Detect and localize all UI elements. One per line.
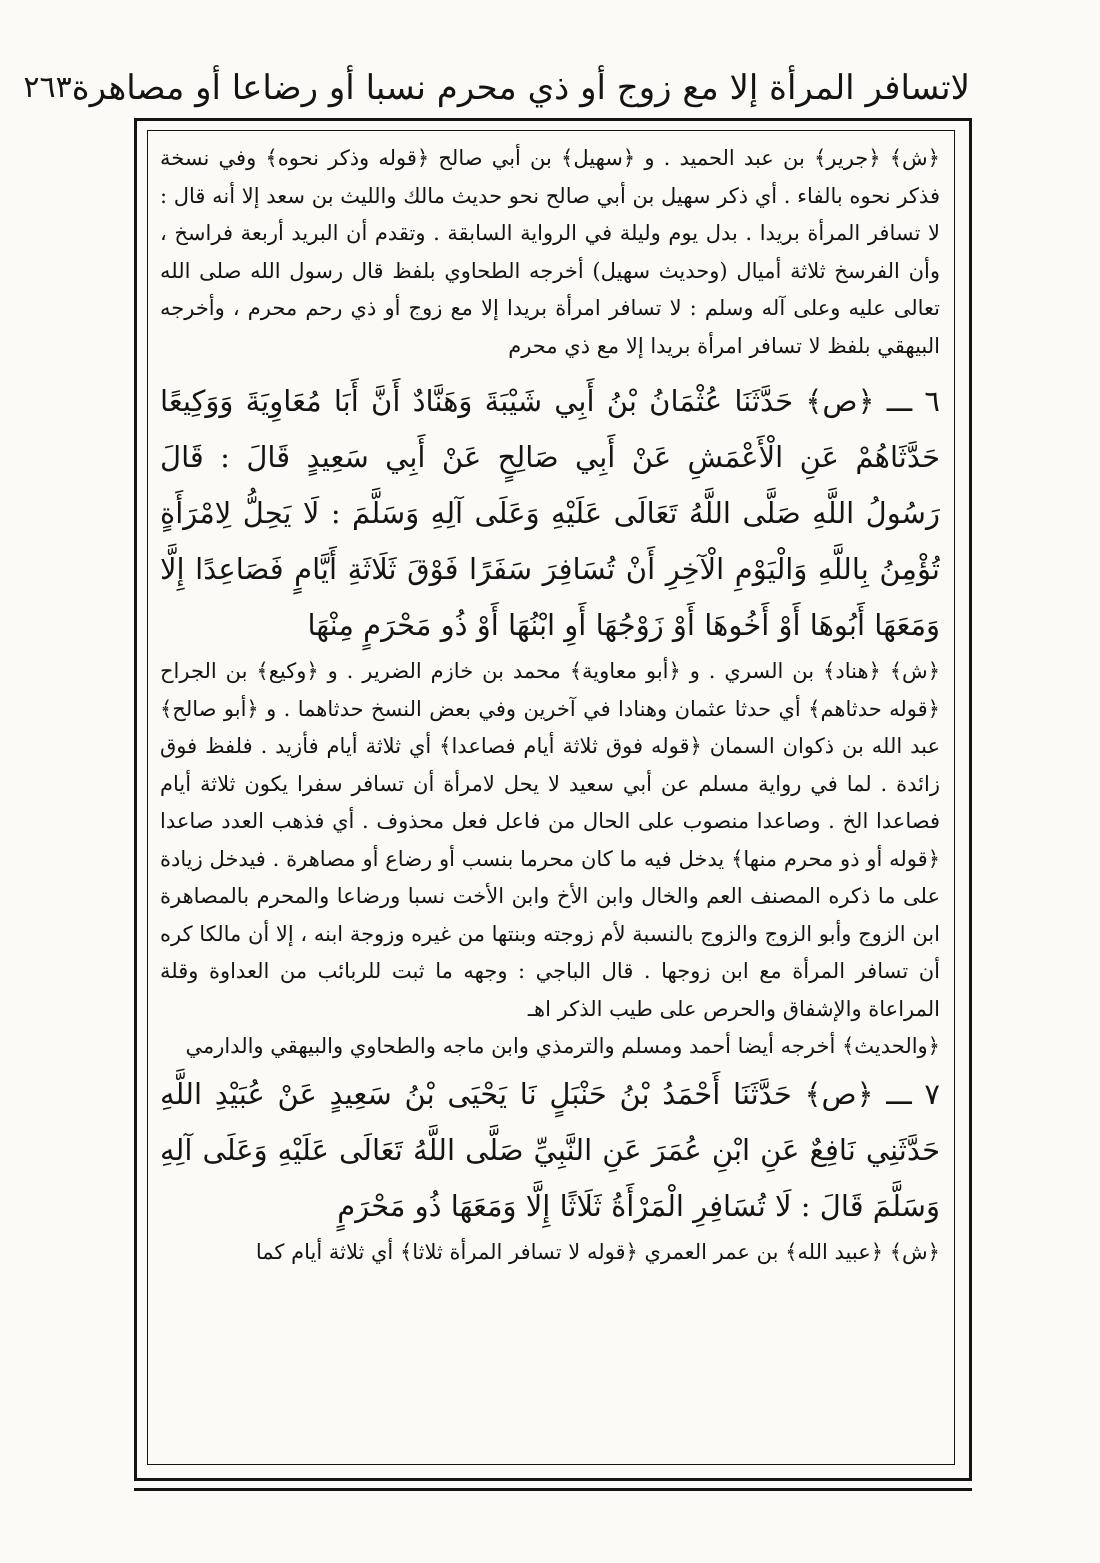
page-header bbox=[23, 60, 970, 116]
page-body bbox=[160, 140, 940, 1460]
page-number: ٢٦٣ bbox=[23, 70, 72, 105]
bottom-rule bbox=[134, 1488, 972, 1491]
commentary-paragraph: ﴿ش﴾ ﴿هناد﴾ بن السري . و ﴿أبو معاوية﴾ محمد بن خازم الضرير . و ﴿وكيع﴾ بن الجراح ﴿قوله حدثاهم﴾ أي حدثا عثمان وهنادا في آخرين وفي بعض النسخ حدثاهما . و ﴿أبو صالح﴾ عبد الله بن ذكوان السمان ﴿قوله فوق ثلاثة أيام فصاعدا﴾ أي ثلاثة أيام فأزيد . فلفظ فوق زائدة . لما في رواية مسلم عن أبي سعيد لا يحل لامرأة أن تسافر سفرا يكون ثلاثة أيام فصاعدا الخ . وصاعدا منصوب على الحال من فاعل فعل محذوف . أي فذهب العدد صاعدا ﴿قوله أو ذو محرم منها﴾ يدخل فيه ما كان محرما بنسب أو رضاع أو مصاهرة . فيدخل زيادة على ما ذكره المصنف العم والخال وابن الأخ وابن الأخت نسبا ورضاعا والمحرم بالمصاهرة ابن الزوج وأبو الزوج والزوج بالنسبة لأم زوجته وبنتها من غيره وزوجة ابنه ، إلا أن مالكا كره أن تسافر المرأة مع ابن زوجها . قال الباجي : وجهه ما ثبت للربائب من العداوة وقلة المراعاة والإشفاق والحرص على طيب الذكر اهـ bbox=[160, 659, 940, 1021]
commentary-paragraph: ﴿ش﴾ ﴿عبيد الله﴾ بن عمر العمري ﴿قوله لا تسافر المرأة ثلاثا﴾ أي ثلاثة أيام كما bbox=[255, 1239, 940, 1264]
hadith-text: ٧ ـــ ﴿ص﴾ حَدَّثَنَا أَحْمَدُ بْنُ حَنْبَلٍ نَا يَحْيَى بْنُ سَعِيدٍ عَنْ عُبَيْدِ اللَّهِ حَدَّثَنِي نَافِعٌ عَنِ ابْنِ عُمَرَ عَنِ النَّبِيِّ صَلَّى اللَّهُ تَعَالَى عَلَيْهِ وَعَلَى آلِهِ وَسَلَّمَ قَالَ : لَا تُسَافِرِ الْمَرْأَةُ ثَلَاثًا إِلَّا وَمَعَهَا ذُو مَحْرَمٍ bbox=[160, 1076, 940, 1223]
commentary-paragraph: ﴿ش﴾ ﴿جرير﴾ بن عبد الحميد . و ﴿سهيل﴾ بن أبي صالح ﴿قوله وذكر نحوه﴾ وفي نسخة فذكر نحوه بالفاء . أي ذكر سهيل بن أبي صالح نحو حديث مالك والليث بن سعد إلا أنه قال : لا تسافر المرأة بريدا . بدل يوم وليلة في الرواية السابقة . وتقدم أن البريد أربعة فراسخ ، وأن الفرسخ ثلاثة أميال (وحديث سهيل) أخرجه الطحاوي بلفظ قال رسول الله صلى الله تعالى عليه وعلى آله وسلم : لا تسافر امرأة بريدا إلا مع زوج أو ذي رحم محرم ، وأخرجه البيهقي بلفظ لا تسافر امرأة بريدا إلا مع ذي محرم bbox=[160, 146, 940, 358]
running-title: لاتسافر المرأة إلا مع زوج أو ذي محرم نسبا أو رضاعا أو مصاهرة bbox=[71, 68, 970, 108]
hadith-text: ٦ ـــ ﴿ص﴾ حَدَّثَنَا عُثْمَانُ بْنُ أَبِي شَيْبَةَ وَهَنَّادٌ أَنَّ أَبَا مُعَاوِيَةَ وَوَكِيعًا حَدَّثَاهُمْ عَنِ الْأَعْمَشِ عَنْ أَبِي صَالِحٍ عَنْ أَبِي سَعِيدٍ قَالَ : قَالَ رَسُولُ اللَّهِ صَلَّى اللَّهُ تَعَالَى عَلَيْهِ وَعَلَى آلِهِ وَسَلَّمَ : لَا يَحِلُّ لِامْرَأَةٍ تُؤْمِنُ بِاللَّهِ وَالْيَوْمِ الْآخِرِ أَنْ تُسَافِرَ سَفَرًا فَوْقَ ثَلَاثَةِ أَيَّامٍ فَصَاعِدًا إِلَّا وَمَعَهَا أَبُوهَا أَوْ أَخُوهَا أَوْ زَوْجُهَا أَوِ ابْنُهَا أَوْ ذُو مَحْرَمٍ مِنْهَا bbox=[160, 384, 940, 642]
takhrij-paragraph: ﴿والحديث﴾ أخرجه أيضا أحمد ومسلم والترمذي وابن ماجه والطحاوي والبيهقي والدارمي bbox=[185, 1034, 940, 1058]
